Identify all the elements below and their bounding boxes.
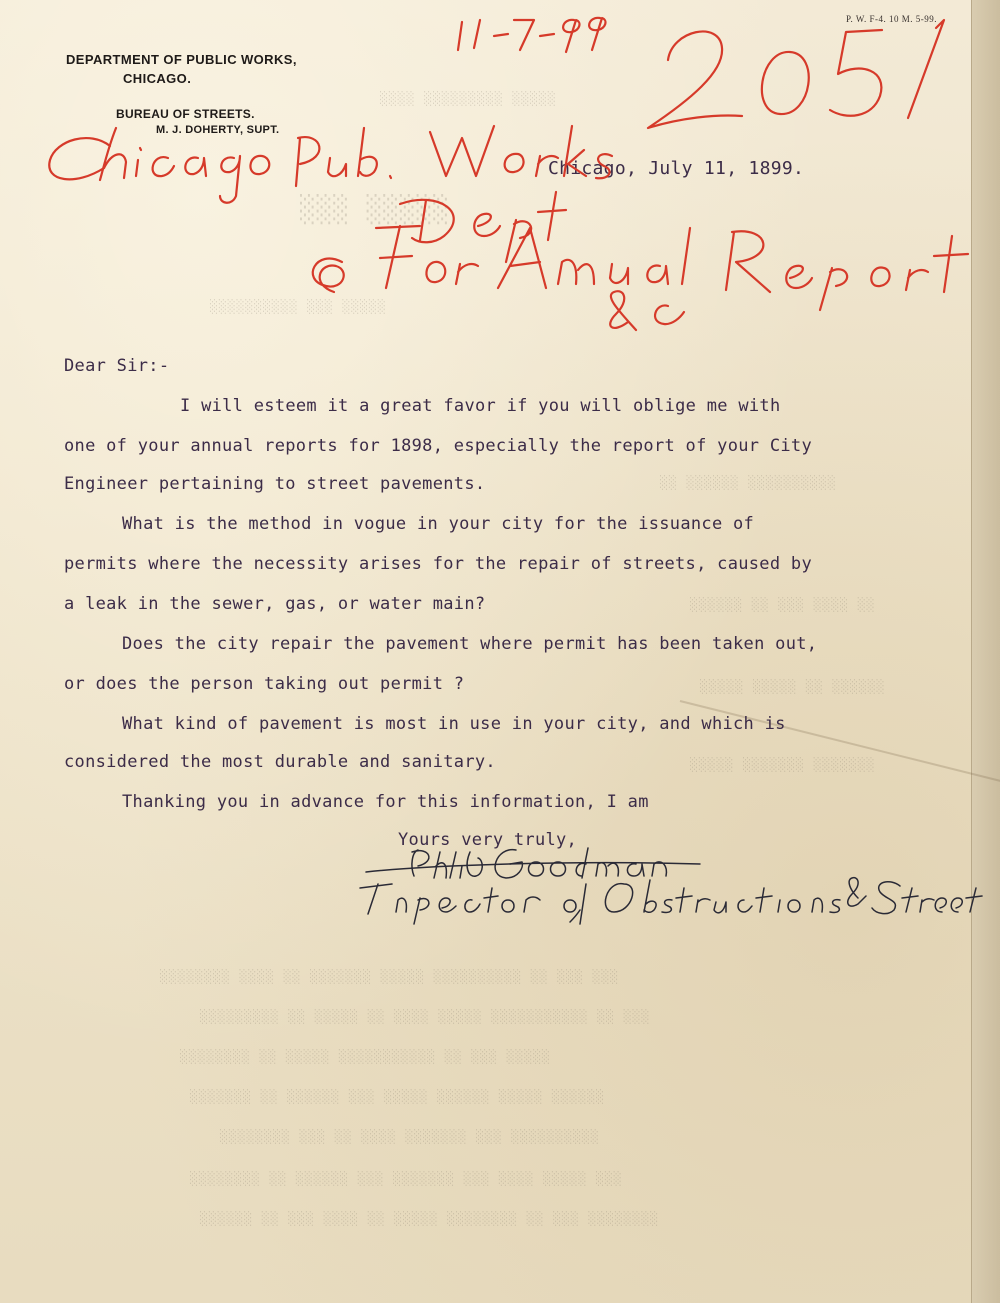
letterhead-superintendent: M. J. DOHERTY, SUPT. bbox=[156, 124, 280, 136]
show-through-text: ░░░░░░░░ ░░░░ ░░ ░░░░░░░ ░░░░░ ░░░░░░░░░░ ░░ ░░░ ░░░ bbox=[160, 970, 619, 985]
letterhead-department: DEPARTMENT OF PUBLIC WORKS, bbox=[66, 52, 297, 67]
show-through-text: ░░░░░ ░░░░░ ░░ ░░░░░░ bbox=[700, 680, 886, 695]
body-line: What is the method in vogue in your city for the issuance of bbox=[122, 514, 755, 534]
body-line: permits where the necessity arises for the repair of streets, caused by bbox=[64, 554, 812, 574]
handwritten-date-annotation bbox=[458, 18, 605, 52]
handwritten-file-number bbox=[648, 20, 944, 128]
form-number: P. W. F-4. 10 M. 5-99. bbox=[846, 14, 938, 24]
handwritten-note-etc bbox=[610, 291, 684, 330]
salutation: Dear Sir:- bbox=[64, 356, 170, 376]
show-through-text: ░░░░░░░░ ░░ ░░░░░░ ░░░ ░░░░░░░ ░░░ ░░░░ ░░░░░ ░░░ bbox=[190, 1172, 623, 1187]
body-line: Engineer pertaining to street pavements. bbox=[64, 474, 486, 494]
show-through-text: ░░░░░░░░░░ ░░░ ░░░░░ bbox=[210, 300, 387, 315]
show-through-text: ░░░░░░░░ ░░ ░░░░░ ░░░░░░░░░░░ ░░ ░░░ ░░░░░ bbox=[180, 1050, 551, 1065]
body-line: What kind of pavement is most in use in your city, and which is bbox=[122, 714, 786, 734]
show-through-text: ░░ ░░░░░░ ░░░░░░░░░░ bbox=[660, 476, 837, 491]
show-through-text: ░░░░░ ░░░░░░░ ░░░░░░░ bbox=[690, 758, 876, 773]
body-line: I will esteem it a great favor if you will oblige me with bbox=[180, 396, 781, 416]
closing: Yours very truly, bbox=[398, 830, 578, 850]
show-through-text: ░░░░░░ ░░ ░░░ ░░░░ ░░ ░░░░░ ░░░░░░░░ ░░ ░░░ ░░░░░░░░ bbox=[200, 1212, 659, 1227]
show-through-text: ░░░░░░░░░ ░░ ░░░░░ ░░ ░░░░ ░░░░░ ░░░░░░░░░░░ ░░ ░░░ bbox=[200, 1010, 651, 1025]
body-line: one of your annual reports for 1898, especially the report of your City bbox=[64, 436, 812, 456]
handwritten-signature-title bbox=[360, 878, 982, 924]
handwritten-signature bbox=[366, 848, 700, 878]
letterhead-bureau: BUREAU OF STREETS. bbox=[116, 107, 255, 121]
show-through-text: ░░░░░░░ ░░ ░░░░░░ ░░░ ░░░░░ ░░░░░░ ░░░░░ ░░░░░░ bbox=[190, 1090, 605, 1105]
handwritten-note-for-annual-report bbox=[313, 226, 968, 310]
show-through-text: ░░░░░░ ░░ ░░░ ░░░░ ░░ bbox=[690, 598, 876, 613]
body-line: considered the most durable and sanitary. bbox=[64, 752, 496, 772]
letterhead-city: CHICAGO. bbox=[123, 71, 192, 86]
body-line: Thanking you in advance for this information, I am bbox=[122, 792, 649, 812]
body-line: or does the person taking out permit ? bbox=[64, 674, 465, 694]
handwritten-note-chicago-pub-works bbox=[49, 126, 612, 203]
show-through-text: ░░░░ ░░░░░░░░░ ░░░░░ bbox=[380, 92, 557, 107]
date-line: Chicago, July 11, 1899. bbox=[548, 158, 805, 179]
show-through-text: ░░░ ░░░░░ bbox=[300, 195, 450, 225]
paper-edge-strip bbox=[971, 0, 1000, 1303]
body-line: a leak in the sewer, gas, or water main? bbox=[64, 594, 486, 614]
show-through-text: ░░░░░░░░ ░░░ ░░ ░░░░ ░░░░░░░ ░░░ ░░░░░░░░░░ bbox=[220, 1130, 600, 1145]
body-line: Does the city repair the pavement where permit has been taken out, bbox=[122, 634, 818, 654]
